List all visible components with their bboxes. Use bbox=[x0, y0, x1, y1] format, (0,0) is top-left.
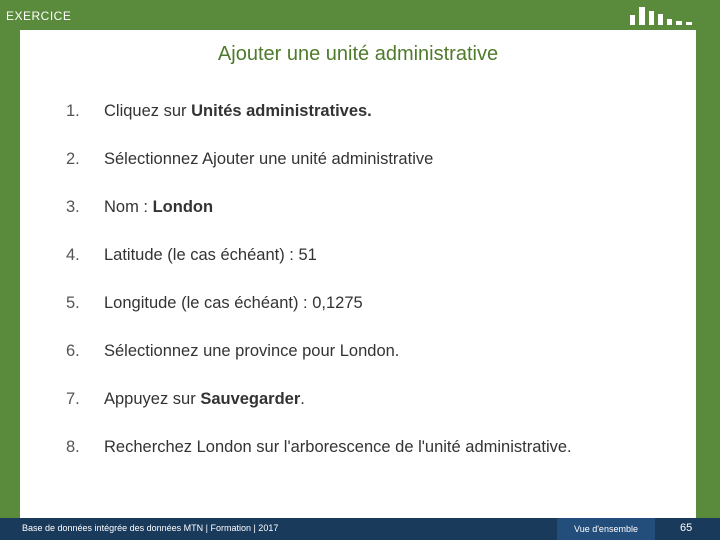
section-label: EXERCICE bbox=[6, 9, 72, 23]
step-num: 5. bbox=[66, 294, 80, 312]
step-num: 4. bbox=[66, 246, 80, 264]
step-bold: Sauvegarder bbox=[200, 390, 301, 408]
footer-bar bbox=[0, 518, 720, 540]
step-bold: Unités administratives. bbox=[191, 102, 372, 120]
step-item bbox=[66, 438, 572, 486]
slide-title: Ajouter une unité administrative bbox=[217, 43, 499, 65]
step-pre: Appuyez sur bbox=[104, 390, 201, 408]
step-pre: Longitude (le cas échéant) : 0,1275 bbox=[104, 294, 363, 312]
step-pre: Latitude (le cas échéant) : 51 bbox=[104, 246, 317, 264]
step-item bbox=[66, 150, 572, 198]
steps-list bbox=[66, 102, 572, 486]
step-pre: Cliquez sur bbox=[104, 102, 192, 120]
step-item bbox=[66, 246, 572, 294]
step-post: . bbox=[300, 390, 305, 408]
step-num: 6. bbox=[66, 342, 80, 360]
step-item bbox=[66, 198, 572, 246]
step-bold: London bbox=[152, 198, 214, 216]
step-num: 7. bbox=[66, 390, 80, 408]
step-pre: Sélectionnez une province pour London. bbox=[104, 342, 400, 360]
step-item bbox=[66, 390, 572, 438]
step-pre: Recherchez London sur l'arborescence de l'unité administrative. bbox=[104, 438, 572, 456]
step-num: 1. bbox=[66, 102, 80, 120]
step-item bbox=[66, 294, 572, 342]
footer-text: Base de données intégrée des données MTN | Formation | 2017 bbox=[22, 523, 279, 533]
overview-link[interactable]: Vue d'ensemble bbox=[557, 518, 655, 540]
step-num: 8. bbox=[66, 438, 80, 456]
step-item bbox=[66, 102, 572, 150]
step-pre: Nom : bbox=[104, 198, 153, 216]
step-item bbox=[66, 342, 572, 390]
bar-chart-logo-icon bbox=[630, 7, 700, 25]
step-num: 2. bbox=[66, 150, 80, 168]
step-num: 3. bbox=[66, 198, 80, 216]
slide-panel bbox=[20, 30, 696, 518]
step-pre: Sélectionnez Ajouter une unité administrative bbox=[104, 150, 434, 168]
page-number: 65 bbox=[680, 522, 693, 534]
